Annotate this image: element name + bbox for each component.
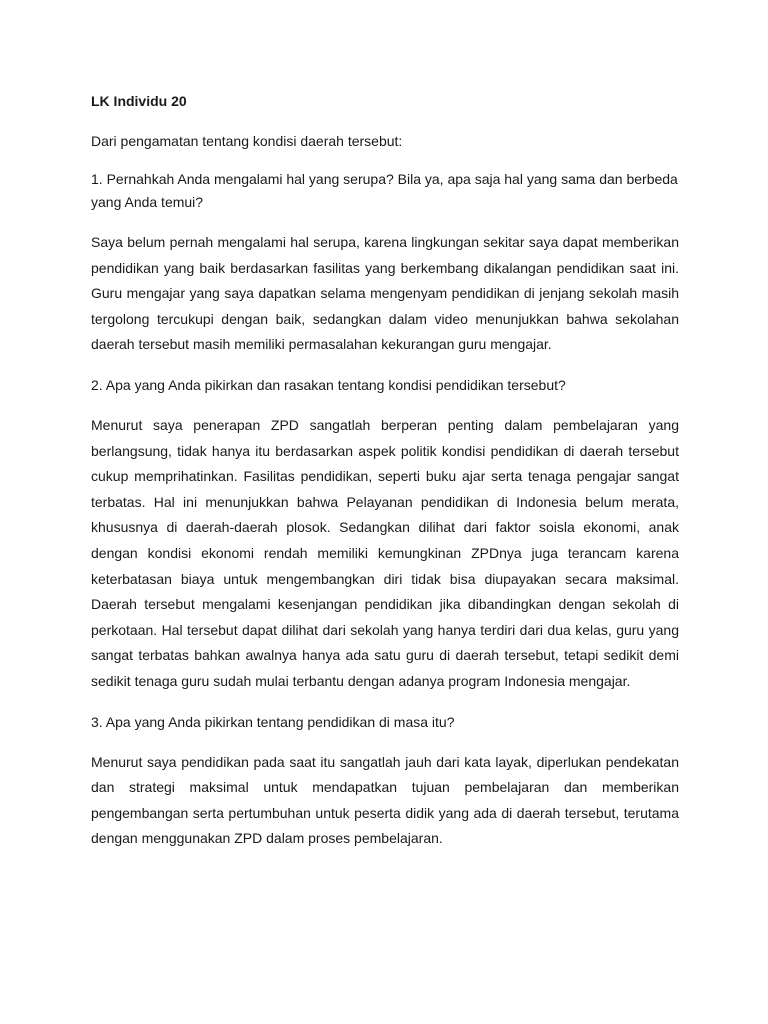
question-2: 2. Apa yang Anda pikirkan dan rasakan tentang kondisi pendidikan tersebut?	[91, 376, 566, 393]
question-3: 3. Apa yang Anda pikirkan tentang pendidikan di masa itu?	[91, 713, 455, 730]
answer-1: Saya belum pernah mengalami hal serupa, karena lingkungan sekitar saya dapat memberikan pendidikan yang baik berdasarkan fasilitas yang berkembang dikalangan pendidikan saat ini. Guru mengajar yang saya dapatkan selama mengenyam pendidikan di jenjang sekolah masih tergolong tercukupi dengan baik, sedangkan dalam video menunjukkan bahwa sekolahan daerah tersebut masih memiliki permasalahan kekurangan guru mengajar.	[91, 234, 679, 353]
answer-2: Menurut saya penerapan ZPD sangatlah berperan penting dalam pembelajaran yang berlangsung, tidak hanya itu berdasarkan aspek politik kondisi pendidikan di daerah tersebut cukup memprihatinkan. Fasilitas pendidikan, seperti buku ajar serta tenaga pengajar sangat terbatas. Hal ini menunjukkan bahwa Pelayanan pendidikan di Indonesia belum merata, khususnya di daerah-daerah plosok. Sedangkan dilihat dari faktor soisla ekonomi, anak dengan kondisi ekonomi rendah memiliki kemungkinan ZPDnya juga terancam karena keterbatasan biaya untuk mengembangkan diri tidak bisa diupayakan secara maksimal. Daerah tersebut mengalami kesenjangan pendidikan jika dibandingkan dengan sekolah di perkotaan. Hal tersebut dapat dilihat dari sekolah yang hanya terdiri dari dua kelas, guru yang sangat terbatas bahkan awalnya hanya ada satu guru di daerah tersebut, tetapi sedikit demi sedikit tenaga guru sudah mulai terbantu dengan adanya program Indonesia mengajar.	[91, 416, 679, 689]
question-1: 1. Pernahkah Anda mengalami hal yang serupa? Bila ya, apa saja hal yang sama dan berbeda yang Anda temui?	[91, 171, 678, 210]
document-page	[91, 90, 679, 868]
document-title: LK Individu 20	[91, 93, 187, 109]
document-intro: Dari pengamatan tentang kondisi daerah tersebut:	[91, 133, 403, 149]
answer-3: Menurut saya pendidikan pada saat itu sangatlah jauh dari kata layak, diperlukan pendekatan dan strategi maksimal untuk mendapatkan tujuan pembelajaran dan memberikan pengembangan serta pertumbuhan untuk peserta didik yang ada di daerah tersebut, terutama dengan menggunakan ZPD dalam proses pembelajaran.	[91, 753, 679, 847]
